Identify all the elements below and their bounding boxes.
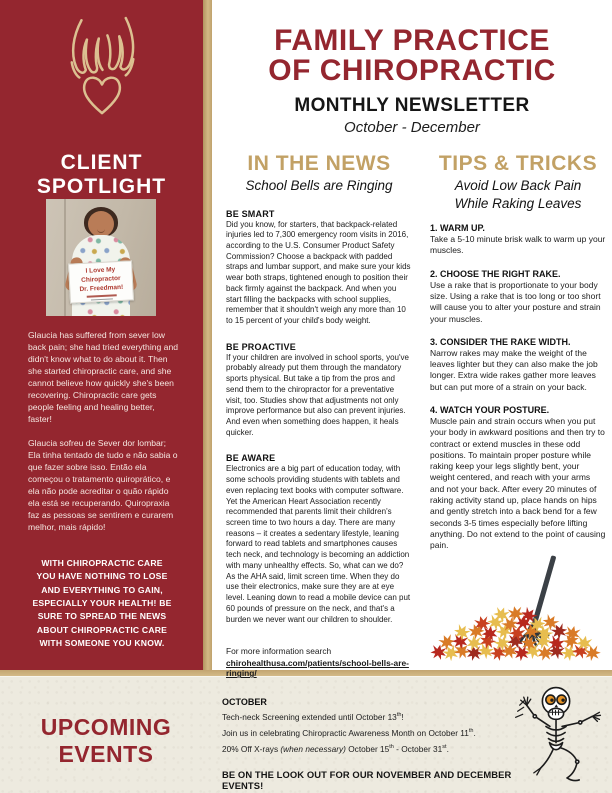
spotlight-callout: WITH CHIROPRACTIC CARE YOU HAVE NOTHING TO LOSE AND EVERYTHING TO GAIN, ESPECIALLY YOUR HEALTH! BE SURE TO SPREAD THE NEWS ABOUT CHIROPRACTIC CARE WITH SOMEONE YOU KNOW. <box>32 558 172 648</box>
news-section-be-smart <box>226 209 412 327</box>
tip-title: 4. WATCH YOUR POSTURE. <box>430 405 550 415</box>
more-info-link[interactable]: chirohealthusa.com/patients/school-bells-are-ringing/ <box>226 658 409 679</box>
event-item: Join us in celebrating Chiropractic Awareness Month on October 11th. <box>222 727 476 738</box>
news-heading: IN THE NEWS <box>247 152 391 175</box>
tip-posture <box>430 405 606 552</box>
news-section-title: BE SMART <box>226 208 275 219</box>
leaf-pile <box>429 605 602 664</box>
newsletter-period: October - December <box>344 119 480 136</box>
sign-text-line: I Love My <box>85 266 116 275</box>
tips-subheading-line2: While Raking Leaves <box>454 195 582 211</box>
newsletter-title-line2: OF CHIROPRACTIC <box>268 54 556 87</box>
news-section-title: BE AWARE <box>226 453 276 464</box>
news-section-be-aware <box>226 453 412 625</box>
client-spotlight-heading: CLIENT SPOTLIGHT <box>36 151 167 198</box>
more-info-block <box>226 646 412 681</box>
tips-subheading-line1: Avoid Low Back Pain <box>454 178 582 193</box>
event-item: Tech-neck Screening extended until October 13th! <box>222 712 404 722</box>
upcoming-events-line2: EVENTS <box>58 741 154 768</box>
tip-choose-rake <box>430 269 606 325</box>
sign-text-line: Chiropractor <box>81 274 121 284</box>
photo-background-detail <box>64 199 66 316</box>
news-section-body: Did you know, for starters, that backpack-related injuries led to 7,300 emergency room visits in 2016, according to the U.S. Consumer Product Safety Commission? Choose a backpack with padded straps and lumbar support, and make sure your kids wear both straps, tightened enough to position their back firmly against the backpack. And when you start filling the backpacks with school supplies, remember that it shouldn't weigh any more than 10 to 15 percent of your child's body weight. <box>226 219 411 325</box>
upcoming-events-line1: UPCOMING <box>40 714 172 740</box>
masthead <box>212 26 612 136</box>
tip-title: 2. CHOOSE THE RIGHT RAKE. <box>430 268 561 279</box>
client-face <box>88 211 114 237</box>
tip-title: 3. CONSIDER THE RAKE WIDTH. <box>430 336 571 347</box>
newsletter-title-line1: FAMILY PRACTICE <box>274 24 550 57</box>
skeleton-illustration <box>503 681 605 787</box>
tip-body: Use a rake that is proportionate to your body size. Using a rake that is too long or too short will cause you to alter your posture and strain your muscles. <box>430 279 601 324</box>
news-section-body: If your children are involved in school sports, you've probably already put them through the mandatory sports physical. But take a tip from the pros and send them to the chiropractor for a preventative visit, too. Studies show that adjustments not only improve performance but also can prevent injuries. And even when something does happen, it heals quicker. <box>226 352 409 437</box>
client-photo <box>46 199 156 316</box>
news-section-be-proactive <box>226 342 412 439</box>
event-item: 20% Off X-rays (when necessary) October 15th - October 31st. <box>222 743 449 754</box>
newsletter-subtitle: MONTHLY NEWSLETTER <box>294 95 530 116</box>
spotlight-paragraph-english: Glaucia has suffered from sever low back pain; she had tried everything and didn't know what to do about it. Then she started chiropractic care, and she cannot believe how quickly she's been recovering. Chiropractic care gets people feeling and healing better, faster! <box>28 330 179 425</box>
events-month-label: OCTOBER <box>222 697 267 707</box>
gold-divider-vertical <box>203 0 212 670</box>
tip-body: Narrow rakes may make the weight of the leaves lighter but they can also make the job longer. Extra wide rakes gather more leaves but can put more of a strain on your back. <box>430 347 598 392</box>
testimonial-sign <box>68 260 134 303</box>
news-subheading: School Bells are Ringing <box>245 178 393 193</box>
news-section-body: Electronics are a big part of education today, with some schools providing students with tablets and even replacing text books with computer software. Yet the American Heart Association recently recommended that parents limit their children's screen time to two hours a day. There are many reasons – it creates a sedentary lifestyle, leaning forward to read tablets and smartphones causes tech neck, and technology is becoming an addiction with many unhealthy effects. So, what can we do? As the AHA said, limit screen time. When they do use their electronics, make sure they are at eye level. Leaning down to read a mobile device can put 60 pounds of pressure on the neck, and that's a burden we never want our children to shoulder. <box>226 464 411 624</box>
tip-body: Take a 5-10 minute brisk walk to warm up your muscles. <box>430 234 606 256</box>
tips-tricks-column <box>430 152 606 552</box>
tip-rake-width <box>430 337 606 393</box>
tip-title: 1. WARM UP. <box>430 223 485 234</box>
sign-small-line <box>87 294 117 297</box>
tip-body: Muscle pain and strain occurs when you put your body in awkward positions and then try to contract or extend muscles in these odd positions. To maintain proper posture while raking keep your legs slightly bent, your weight centered, and reach with your arms and not your back. After every 20 minutes of raking activity stand up, place hands on hips and gently stretch into a back bend for a few seconds 3-5 times especially before lifting anything. Do not extend to the point of causing pain. <box>430 416 606 551</box>
rake-leaves-illustration <box>425 551 612 670</box>
tips-heading: TIPS & TRICKS <box>438 152 598 175</box>
news-section-title: BE PROACTIVE <box>226 341 296 352</box>
events-list <box>222 697 522 791</box>
upcoming-events-heading <box>0 714 212 768</box>
tip-warm-up <box>430 223 606 257</box>
more-info-label: For more information search <box>226 646 332 657</box>
sign-small-line <box>91 298 113 301</box>
spotlight-story <box>28 329 180 546</box>
in-the-news-column <box>226 152 412 681</box>
events-footer-note: BE ON THE LOOK OUT FOR OUR NOVEMBER AND DECEMBER EVENTS! <box>222 769 512 792</box>
hands-heart-logo-icon <box>48 12 156 130</box>
spotlight-paragraph-portuguese: Glaucia sofreu de Sever dor lombar; Ela tinha tentado de tudo e não sabia o que fazer sobre isso. Então ela começou o tratamento quiroprático, e ela não pode acreditar o quão rápido ela está se recuperando. Quiropraxia faz as pessoas se sentirem e curarem melhor, mais rápido! <box>28 438 178 533</box>
sign-text-line: Dr. Freedman! <box>79 283 124 293</box>
